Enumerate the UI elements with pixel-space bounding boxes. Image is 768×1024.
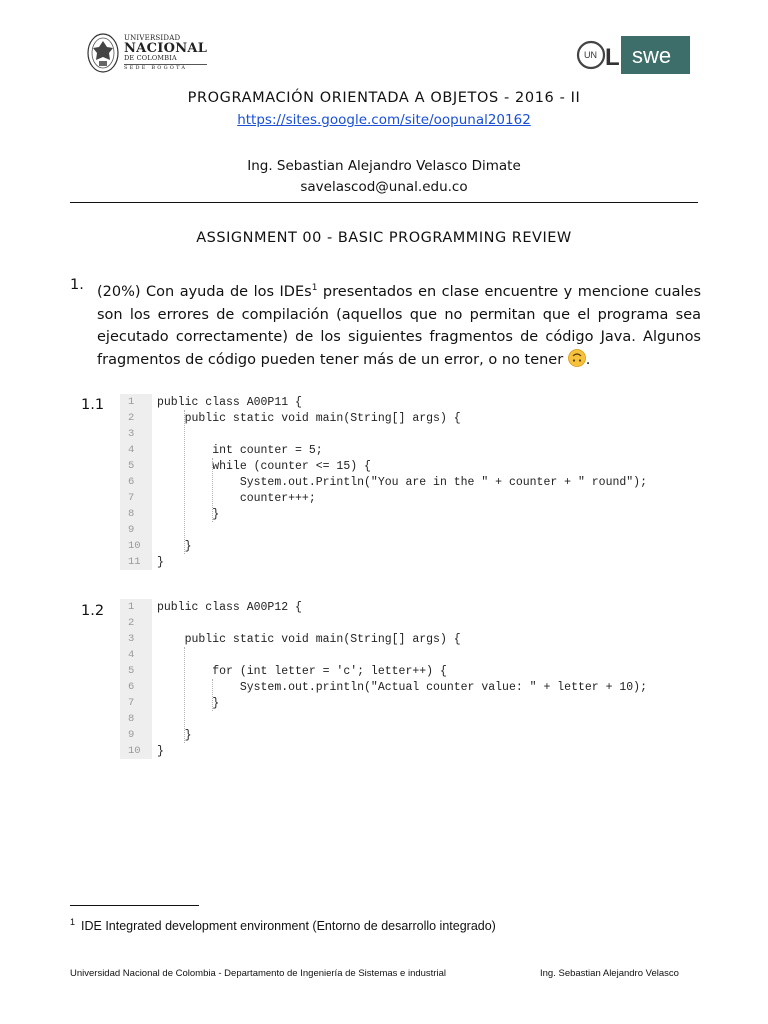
code-line xyxy=(120,458,647,474)
unal-line-4: SEDE BOGOTÁ xyxy=(124,64,207,71)
code-text: public static void main(String[] args) { xyxy=(157,632,461,646)
instructor-name: Ing. Sebastian Alejandro Velasco Dimate xyxy=(247,158,521,174)
footer-author: Ing. Sebastian Alejandro Velasco xyxy=(540,968,679,979)
code-line xyxy=(120,410,647,426)
line-number: 10 xyxy=(120,538,152,554)
course-url-link[interactable]: https://sites.google.com/site/oopunal20162 xyxy=(237,112,531,128)
footnote-mark: 1 xyxy=(70,917,76,927)
indent-guide xyxy=(212,458,213,522)
code-line xyxy=(120,522,647,538)
line-number: 11 xyxy=(120,554,152,570)
code-line xyxy=(120,490,647,506)
line-number: 4 xyxy=(120,647,152,663)
code-line xyxy=(120,506,647,522)
code-text: public class A00P12 { xyxy=(157,600,302,614)
indent-guide xyxy=(184,647,185,743)
code-text: System.out.println("Actual counter value: " + letter + 10); xyxy=(157,680,647,694)
line-number: 6 xyxy=(120,474,152,490)
unal-line-1: UNIVERSIDAD xyxy=(124,34,181,43)
code-line xyxy=(120,743,647,759)
code-line xyxy=(120,538,647,554)
unal-wordmark xyxy=(124,35,207,71)
footer-institution: Universidad Nacional de Colombia - Departamento de Ingeniería de Sistemas e industrial xyxy=(70,968,446,979)
code-text: System.out.Println("You are in the " + counter + " round"); xyxy=(157,475,647,489)
snippet-label: 1.2 xyxy=(81,603,105,619)
course-title: PROGRAMACIÓN ORIENTADA A OBJETOS - 2016 - II xyxy=(187,90,581,106)
unal-seal-icon xyxy=(86,32,120,74)
question-text-end: . xyxy=(585,351,591,368)
swe-logo-swe: swe xyxy=(632,43,672,68)
line-number: 6 xyxy=(120,679,152,695)
upside-down-face-icon xyxy=(568,349,586,367)
code-snippet-1-2 xyxy=(120,599,647,759)
unal-line-3: DE COLOMBIA xyxy=(124,54,177,63)
swe-logo-l: L xyxy=(605,44,620,71)
code-line xyxy=(120,679,647,695)
line-number: 10 xyxy=(120,743,152,759)
code-text: } xyxy=(157,728,192,742)
indent-guide xyxy=(184,410,185,554)
unal-logo xyxy=(86,30,208,76)
code-line xyxy=(120,615,647,631)
line-number: 5 xyxy=(120,663,152,679)
code-text: } xyxy=(157,744,164,758)
assignment-title: ASSIGNMENT 00 - BASIC PROGRAMMING REVIEW xyxy=(196,230,572,246)
code-line xyxy=(120,442,647,458)
question-number: 1. xyxy=(70,277,84,293)
instructor-email: savelascod@unal.edu.co xyxy=(300,179,468,195)
line-number: 4 xyxy=(120,442,152,458)
line-number: 8 xyxy=(120,506,152,522)
footnote xyxy=(70,917,496,933)
line-number: 2 xyxy=(120,615,152,631)
footnote-divider xyxy=(70,905,199,906)
unal-line-2: NACIONAL xyxy=(124,41,208,57)
swe-logo-un: UN xyxy=(584,50,597,60)
indent-guide xyxy=(212,679,213,711)
code-line xyxy=(120,554,647,570)
code-text: } xyxy=(157,555,164,569)
code-text: counter+++; xyxy=(157,491,316,505)
question-text xyxy=(97,277,701,371)
line-number: 8 xyxy=(120,711,152,727)
code-text: int counter = 5; xyxy=(157,443,323,457)
line-number: 9 xyxy=(120,522,152,538)
code-line xyxy=(120,394,647,410)
swe-logo xyxy=(574,36,690,74)
code-text: } xyxy=(157,539,192,553)
code-line xyxy=(120,647,647,663)
code-text: for (int letter = 'c'; letter++) { xyxy=(157,664,447,678)
snippet-label: 1.1 xyxy=(81,397,105,413)
code-line xyxy=(120,474,647,490)
line-number: 1 xyxy=(120,394,152,410)
code-snippet-1-1 xyxy=(120,394,647,570)
line-number: 7 xyxy=(120,490,152,506)
footnote-ref: 1 xyxy=(311,283,318,293)
code-text: public class A00P11 { xyxy=(157,395,302,409)
code-line xyxy=(120,631,647,647)
code-line xyxy=(120,695,647,711)
line-number: 3 xyxy=(120,426,152,442)
code-text: } xyxy=(157,696,220,710)
line-number: 5 xyxy=(120,458,152,474)
code-line xyxy=(120,426,647,442)
footnote-text: IDE Integrated development environment (Entorno de desarrollo integrado) xyxy=(81,919,496,933)
code-line xyxy=(120,599,647,615)
question-text-rest: presentados en clase encuentre y mencione cuales son los errores de compilación (aquellos que no permitan que el programa sea ejecutado correctamente) de los siguientes fragmentos de código Java. Algunos fragmentos de código pueden tener más de un error, o no tener xyxy=(97,284,701,368)
line-number: 3 xyxy=(120,631,152,647)
header-divider xyxy=(70,202,698,203)
code-text: public static void main(String[] args) { xyxy=(157,411,461,425)
line-number: 1 xyxy=(120,599,152,615)
line-number: 7 xyxy=(120,695,152,711)
code-line xyxy=(120,663,647,679)
line-number: 2 xyxy=(120,410,152,426)
code-line xyxy=(120,711,647,727)
line-number: 9 xyxy=(120,727,152,743)
question-text-start: (20%) Con ayuda de los IDEs xyxy=(97,284,312,300)
code-text: } xyxy=(157,507,220,521)
code-line xyxy=(120,727,647,743)
code-text: while (counter <= 15) { xyxy=(157,459,371,473)
